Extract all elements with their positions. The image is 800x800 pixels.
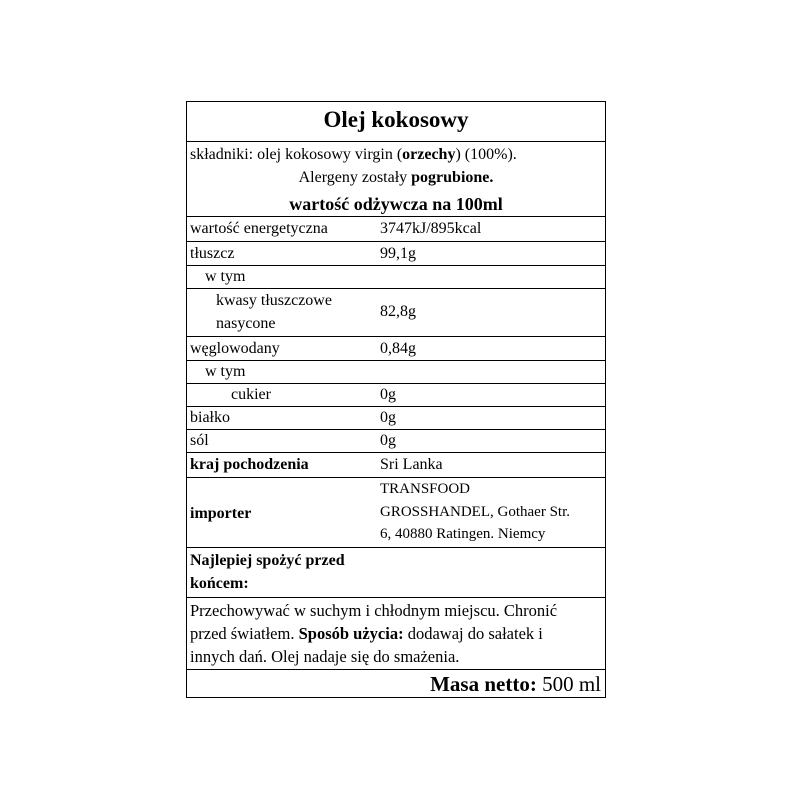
net-weight-label: Masa netto: xyxy=(430,672,537,696)
fat-of-which-label: w tym xyxy=(205,268,246,285)
origin-label: kraj pochodzenia xyxy=(190,456,309,473)
sugar-label: cukier xyxy=(231,386,271,403)
carbs-label: węglowodany xyxy=(190,340,280,357)
divider xyxy=(187,597,605,598)
energy-value: 3747kJ/895kcal xyxy=(380,220,482,237)
fat-label: tłuszcz xyxy=(190,245,235,262)
divider xyxy=(187,360,605,361)
ingredients-prefix: składniki: olej kokosowy virgin ( xyxy=(190,146,403,163)
net-weight-value: 500 ml xyxy=(536,672,601,696)
importer-line3: 6, 40880 Ratingen. Niemcy xyxy=(380,526,546,542)
fat-value: 99,1g xyxy=(380,245,416,262)
storage-line2-prefix: przed światłem. xyxy=(190,624,299,643)
carbs-of-which-label: w tym xyxy=(205,363,246,380)
nutrition-heading: wartość odżywcza na 100ml xyxy=(289,194,503,214)
storage-line2-suffix: dodawaj do sałatek i xyxy=(403,624,543,643)
saturated-fat-value: 82,8g xyxy=(380,303,416,320)
product-label xyxy=(186,101,606,698)
energy-label: wartość energetyczna xyxy=(190,220,328,237)
protein-value: 0g xyxy=(380,409,396,426)
divider xyxy=(187,429,605,430)
importer-label: importer xyxy=(190,505,252,522)
usage-heading: Sposób użycia: xyxy=(298,624,404,643)
sugar-value: 0g xyxy=(380,386,396,403)
best-before-line1: Najlepiej spożyć przed xyxy=(190,552,345,569)
ingredients-line xyxy=(190,145,517,165)
divider xyxy=(187,406,605,407)
divider xyxy=(187,265,605,266)
allergen-note-prefix: Alergeny zostały xyxy=(298,169,412,186)
storage-line1: Przechowywać w suchym i chłodnym miejscu. Chronić xyxy=(190,601,558,620)
storage-line2 xyxy=(190,622,600,645)
saturated-fat-label-line2: nasycone xyxy=(216,315,276,332)
salt-value: 0g xyxy=(380,432,396,449)
divider xyxy=(187,669,605,670)
saturated-fat-label-line1: kwasy tłuszczowe xyxy=(216,292,332,309)
origin-value: Sri Lanka xyxy=(380,456,443,473)
ingredients-suffix: ) (100%). xyxy=(455,146,517,163)
best-before-line2: końcem: xyxy=(190,575,249,592)
importer-line2: GROSSHANDEL, Gothaer Str. xyxy=(380,504,570,520)
protein-label: białko xyxy=(190,409,230,426)
allergen-note xyxy=(187,168,605,188)
product-title: Olej kokosowy xyxy=(323,107,469,132)
salt-label: sól xyxy=(190,432,209,449)
divider xyxy=(187,141,605,142)
net-weight xyxy=(430,671,601,697)
carbs-value: 0,84g xyxy=(380,340,416,357)
allergen-note-bold: pogrubione. xyxy=(411,169,494,186)
storage-line3: innych dań. Olej nadaje się do smażenia. xyxy=(190,647,460,666)
importer-line1: TRANSFOOD xyxy=(380,481,471,497)
ingredients-allergen: orzechy xyxy=(402,146,456,163)
divider xyxy=(187,547,605,548)
storage-instructions xyxy=(190,599,600,668)
